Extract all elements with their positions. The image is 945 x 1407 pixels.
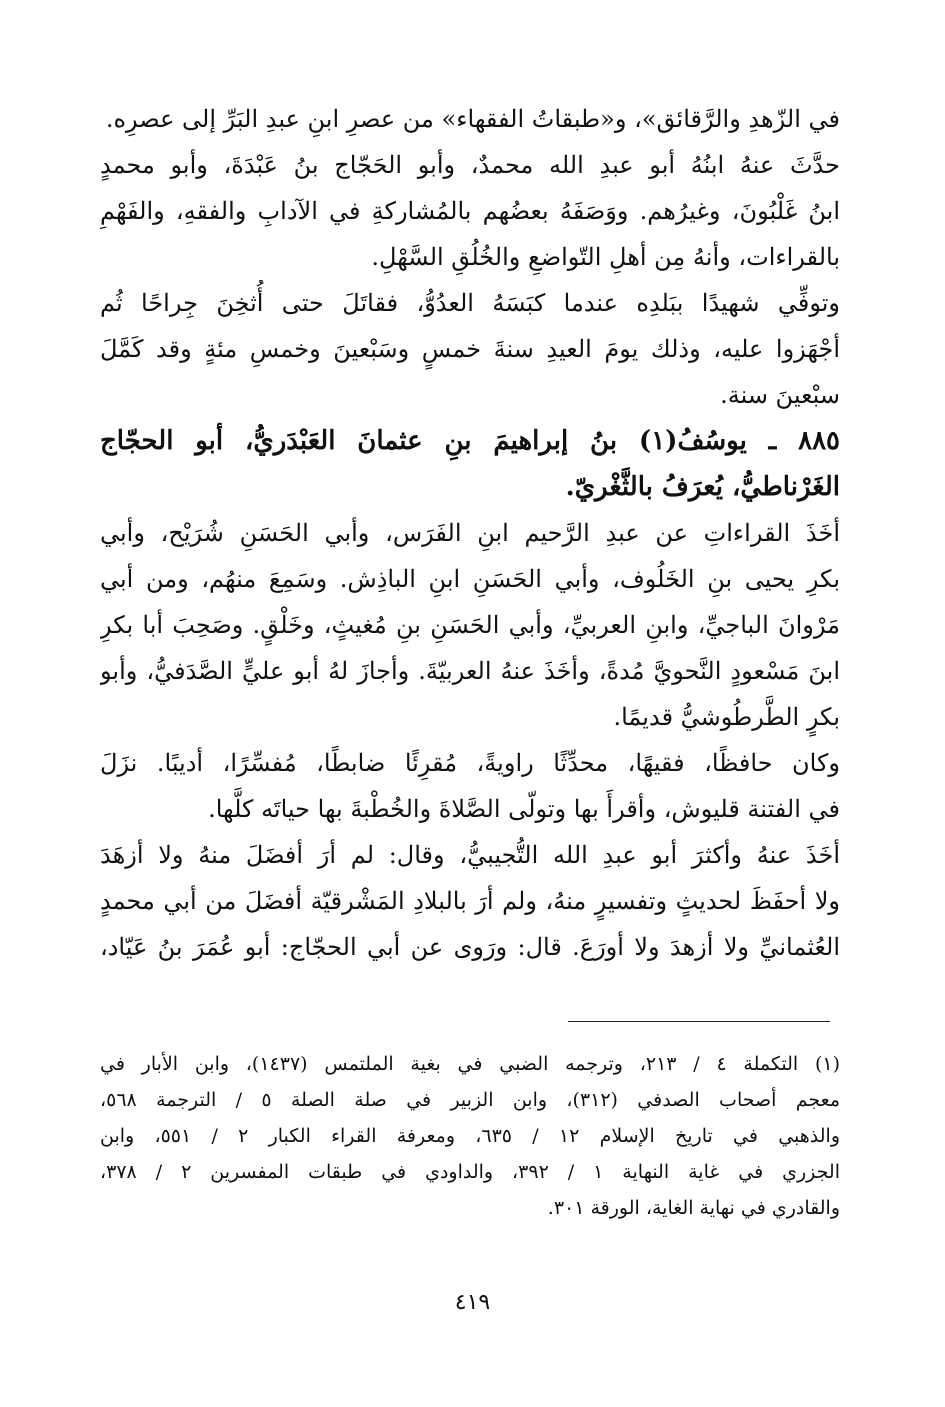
text-line: ولا أحفَظَ لحديثٍ وتفسيرٍ منهُ، ولم أرَ بالبلادِ المَشْرقيّة أفضَلَ من أبي محمدٍ (100, 887, 840, 915)
text-line: وتوفِّي شهيدًا ببَلدِه عندما كبَسَهُ العدُوُّ، فقاتَلَ حتى أُثخِنَ جِراحًا ثُم (100, 289, 840, 317)
footnote-line: (١) التكملة ٤ / ٢١٣، وترجمه الضبي في بغية الملتمس (١٤٣٧)، وابن الأبار في (100, 1053, 840, 1075)
footnote-line: الجزري في غاية النهاية ١ / ٣٩٢، والداودي في طبقات المفسرين ٢ / ٣٧٨، (100, 1161, 840, 1183)
footnote-line: معجم أصحاب الصدفي (٣١٢)، وابن الزبير في صلة الصلة ٥ / الترجمة ٥٦٨، (100, 1089, 840, 1111)
text-line: بكرِ يحيى بنِ الخَلُوف، وأبي الحَسَنِ ابنِ الباذِش. وسَمِعَ منهُم، ومن أبي (100, 565, 840, 593)
text-line: أجْهَزوا عليه، وذلك يومَ العيدِ سنةَ خمسٍ وسَبْعينَ وخمسِ مئةٍ وقد كَمَّلَ (100, 335, 840, 363)
main-text (100, 96, 840, 970)
text-line: حدَّثَ عنهُ ابنُهُ أبو عبدِ الله محمدٌ، وأبو الحَجّاج بنُ عَبْدَةَ، وأبو محمدٍ (100, 151, 840, 179)
text-line: مَرْوانَ الباجيِّ، وابنِ العربيِّ، وأبي الحَسَنِ بنِ مُغيثٍ، وخَلْقٍ. وصَحِبَ أبا بكرِ (100, 611, 840, 639)
text-line: سبْعينَ سنة. (720, 381, 840, 409)
page-number: ٤١٩ (454, 1290, 491, 1315)
text-line: ابنُ غَلْبُونَ، وغيرُهم. ووَصَفَهُ بعضُهم بالمُشاركةِ في الآدابِ والفقهِ، والفَهْمِ (100, 197, 840, 225)
footnote-line: والقادري في نهاية الغاية، الورقة ٣٠١. (547, 1197, 840, 1219)
entry-heading: ٨٨٥ ـ يوسُفُ(١) بنُ إبراهيمَ بنِ عثمانَ العَبْدَريُّ، أبو الحجّاج (100, 426, 840, 456)
text-line: أخَذَ عنهُ وأكثرَ أبو عبدِ الله التُّجيبيُّ، وقال: لم أرَ أفضَلَ منهُ ولا أزهَدَ (100, 841, 840, 869)
text-line: وكان حافظًا، فقيهًا، محدِّثًا راويةً، مُقرِئًا ضابطًا، مُفسِّرًا، أديبًا. نزَلَ (100, 749, 840, 777)
text-line: بالقراءات، وأنهُ مِن أهلِ التّواضعِ والخُلُقِ السَّهْلِ. (371, 243, 840, 271)
text-line: العُثمانيِّ ولا أزهدَ ولا أورَعَ. قال: ورَوى عن أبي الحجّاج: أبو عُمَرَ بنُ عَيّاد، (100, 933, 840, 961)
footnotes (100, 1046, 840, 1226)
footnote-line: والذهبي في تاريخ الإسلام ١٢ / ٦٣٥، ومعرفة القراء الكبار ٢ / ٥٥١، وابن (100, 1125, 840, 1147)
entry-heading: الغَرْناطيُّ، يُعرَفُ بالثَّغْريّ. (565, 472, 840, 502)
text-line: ابنَ مَسْعودٍ النَّحويَّ مُدةً، وأخَذَ عنهُ العربيّةَ. وأجازَ لهُ أبو عليٍّ الصَّدَفيُّ، وأبو (100, 657, 840, 685)
text-line: في الزّهدِ والرَّقائق»، و«طبقاتُ الفقهاء» من عصرِ ابنِ عبدِ البَرِّ إلى عصرِه. (105, 105, 840, 133)
text-line: بكرٍ الطَّرطُوشيُّ قديمًا. (613, 703, 840, 731)
footnote-divider (568, 1021, 830, 1022)
text-line: في الفتنة قليوش، وأقرأَ بها وتولّى الصَّلاةَ والخُطْبةَ بها حياتَه كلَّها. (208, 795, 840, 823)
text-line: أخَذَ القراءاتِ عن عبدِ الرَّحيم ابنِ الفَرَس، وأبي الحَسَنِ شُرَيْح، وأبي (100, 519, 840, 547)
